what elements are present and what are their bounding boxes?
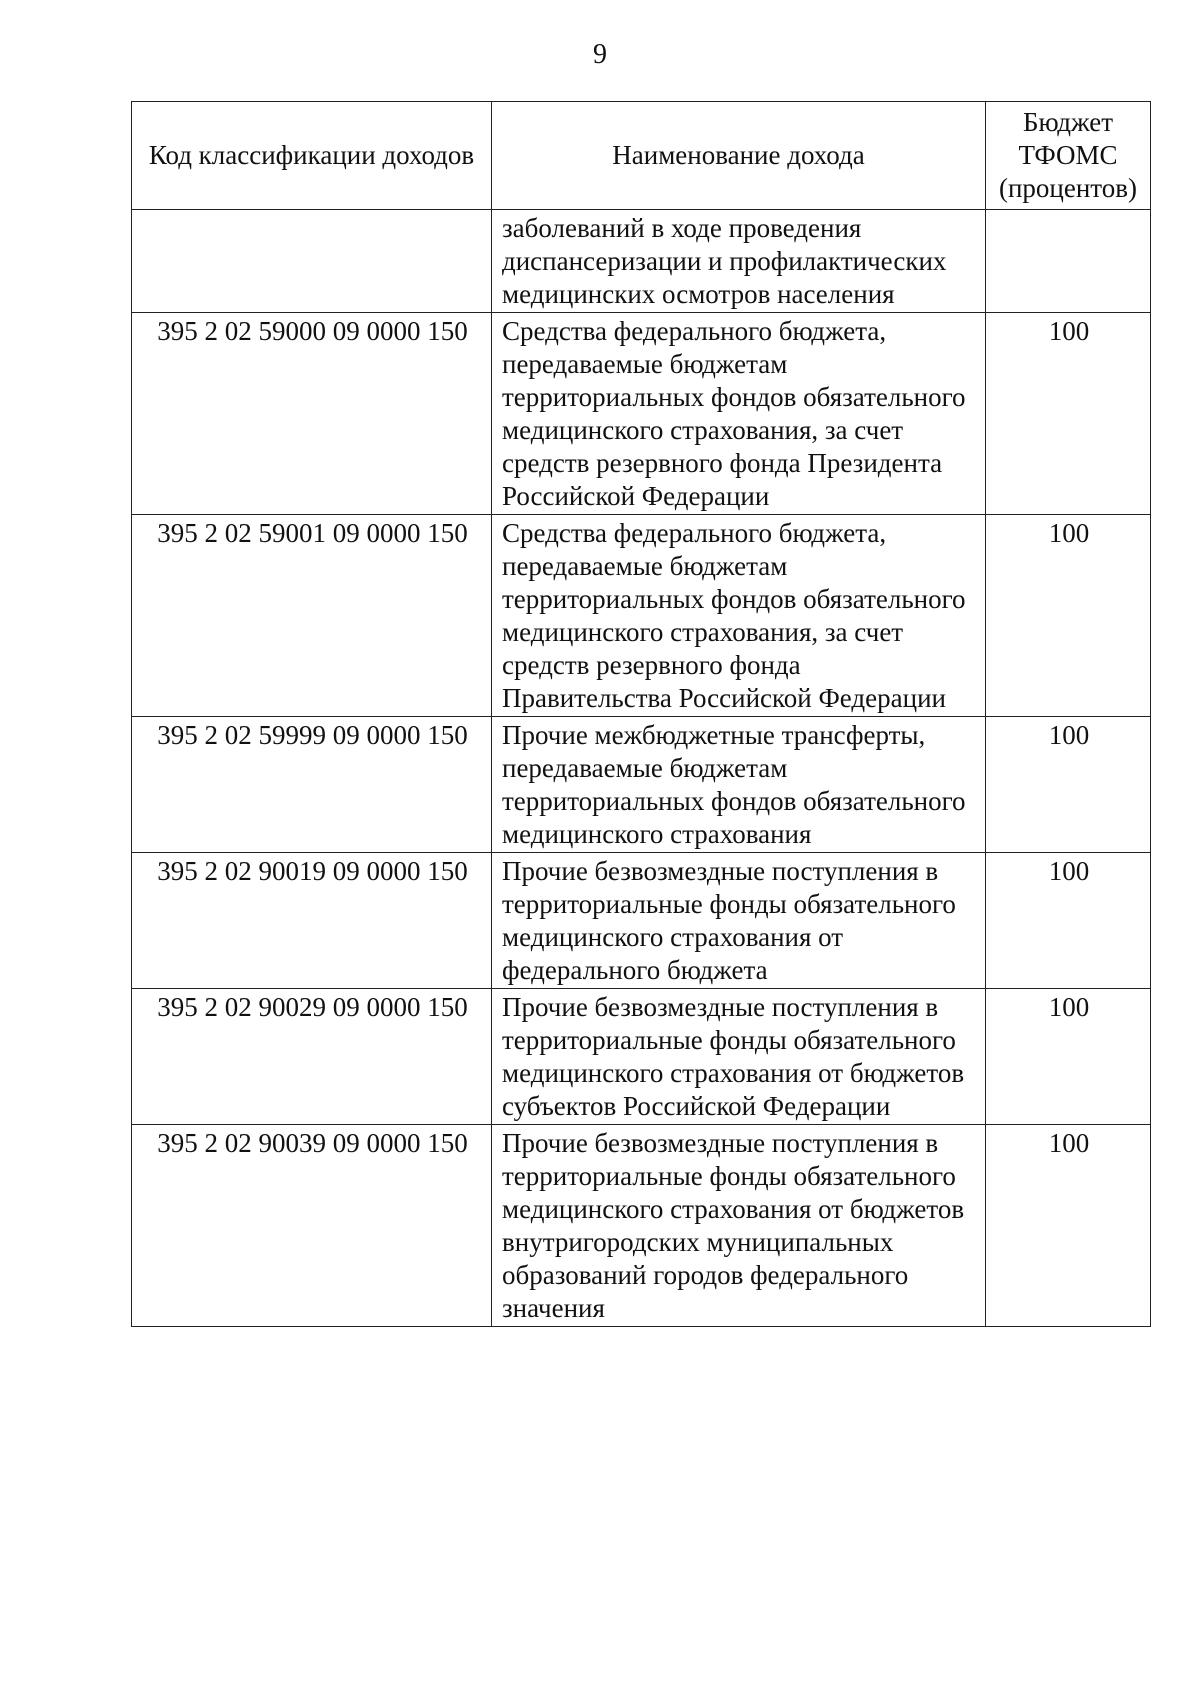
income-percent: 100 xyxy=(986,989,1151,1125)
income-classification-table xyxy=(131,101,1151,1327)
page-number: 9 xyxy=(593,39,607,70)
table-row xyxy=(132,515,1151,717)
income-percent: 100 xyxy=(986,717,1151,853)
table-row xyxy=(132,313,1151,515)
income-percent: 100 xyxy=(986,313,1151,515)
table-row xyxy=(132,717,1151,853)
table-row xyxy=(132,989,1151,1125)
income-name: Средства федерального бюджета, передаваемые бюджетам территориальных фондов обязательного медицинского страхования, за счет средств резервного фонда Правительства Российской Федерации xyxy=(492,515,986,717)
header-budget-line2: ТФОМС xyxy=(1018,140,1118,170)
table-row xyxy=(132,853,1151,989)
income-code: 395 2 02 90019 09 0000 150 xyxy=(132,853,492,989)
header-budget-line3: (процентов) xyxy=(998,173,1137,203)
income-code: 395 2 02 59999 09 0000 150 xyxy=(132,717,492,853)
table-header-row xyxy=(132,102,1151,210)
income-code: 395 2 02 59000 09 0000 150 xyxy=(132,313,492,515)
income-code xyxy=(132,210,492,313)
header-code: Код классификации доходов xyxy=(132,102,492,210)
income-percent: 100 xyxy=(986,1125,1151,1327)
header-budget xyxy=(986,102,1151,210)
table-row xyxy=(132,210,1151,313)
income-name: Прочие межбюджетные трансферты, передаваемые бюджетам территориальных фондов обязательного медицинского страхования xyxy=(492,717,986,853)
header-name: Наименование дохода xyxy=(492,102,986,210)
income-name: Средства федерального бюджета, передаваемые бюджетам территориальных фондов обязательного медицинского страхования, за счет средств резервного фонда Президента Российской Федерации xyxy=(492,313,986,515)
income-percent: 100 xyxy=(986,853,1151,989)
income-code: 395 2 02 90029 09 0000 150 xyxy=(132,989,492,1125)
income-name: заболеваний в ходе проведения диспансеризации и профилактических медицинских осмотров населения xyxy=(492,210,986,313)
table-row xyxy=(132,1125,1151,1327)
income-code: 395 2 02 90039 09 0000 150 xyxy=(132,1125,492,1327)
header-budget-line1: Бюджет xyxy=(1022,107,1114,137)
income-code: 395 2 02 59001 09 0000 150 xyxy=(132,515,492,717)
income-name: Прочие безвозмездные поступления в территориальные фонды обязательного медицинского страхования от бюджетов субъектов Российской Федерации xyxy=(492,989,986,1125)
income-name: Прочие безвозмездные поступления в территориальные фонды обязательного медицинского страхования от бюджетов внутригородских муниципальных образований городов федерального значения xyxy=(492,1125,986,1327)
income-percent xyxy=(986,210,1151,313)
income-percent: 100 xyxy=(986,515,1151,717)
income-name: Прочие безвозмездные поступления в территориальные фонды обязательного медицинского страхования от федерального бюджета xyxy=(492,853,986,989)
